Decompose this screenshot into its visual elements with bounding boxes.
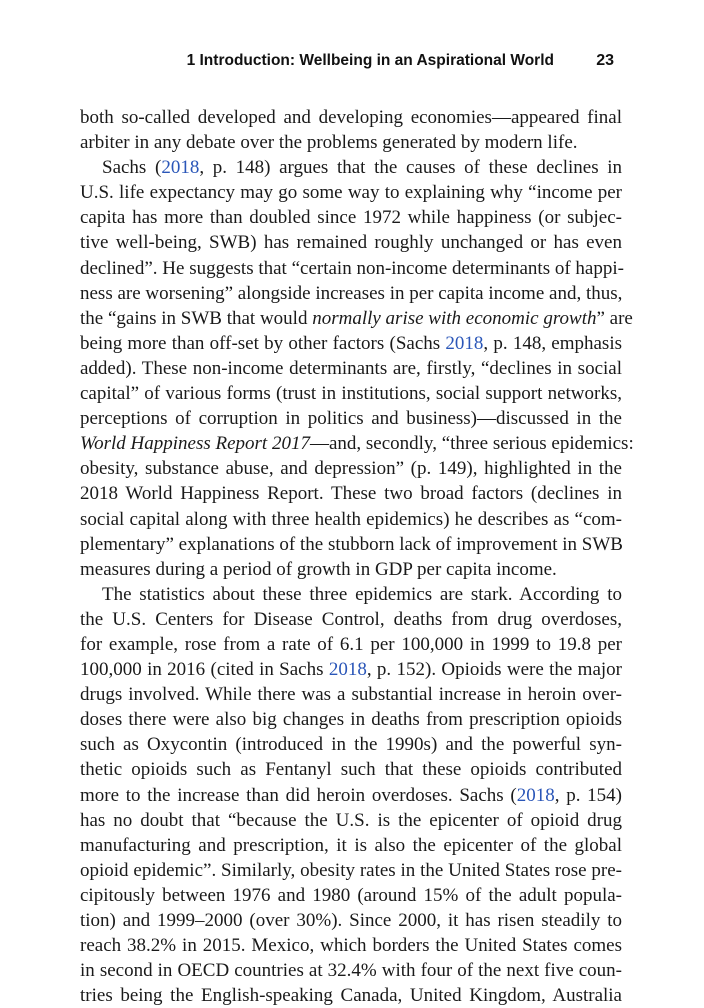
text-run: being more than off-set by other factors (Sachs — [80, 332, 446, 354]
text-run: tion) and 1999–2000 (over 30%). Since 2000, it has risen steadily to — [80, 910, 622, 931]
text-run: cipitously between 1976 and 1980 (around 15% of the adult popula- — [80, 884, 622, 906]
text-line — [80, 130, 622, 155]
text-line — [80, 983, 622, 1008]
text-run: opioid epidemic”. Similarly, obesity rates in the United States rose pre- — [80, 859, 622, 881]
text-line — [80, 808, 622, 833]
text-run: in second in OECD countries at 32.4% with four of the next five coun- — [80, 960, 622, 982]
italic-text: World Happiness Report 2017 — [80, 433, 310, 455]
text-run: manufacturing and prescription, it is also the epicenter of the global — [80, 834, 622, 856]
text-run: , p. 148) argues that the causes of these declines in — [199, 157, 623, 179]
text-line — [80, 331, 622, 356]
text-run: reach 38.2% in 2015. Mexico, which borders the United States comes — [80, 935, 622, 957]
text-line — [80, 557, 622, 582]
text-line — [80, 507, 622, 532]
text-line — [80, 481, 622, 506]
text-line — [80, 532, 622, 557]
text-run: doses there were also big changes in deaths from prescription opioids — [80, 709, 622, 731]
text-run: more to the increase than did heroin overdoses. Sachs ( — [80, 784, 517, 806]
text-line — [80, 356, 622, 381]
text-run: ” are — [596, 307, 633, 329]
text-run: has no doubt that “because the U.S. is the epicenter of opioid drug — [80, 809, 622, 831]
text-line — [80, 205, 622, 230]
text-run: , p. 152). Opioids were the major — [366, 659, 622, 681]
text-run: for example, rose from a rate of 6.1 per 100,000 in 1999 to 19.8 per — [80, 633, 622, 655]
text-run: U.S. life expectancy may go some way to explaining why “income per — [80, 182, 622, 204]
text-line — [80, 682, 622, 707]
text-run: social capital along with three health epidemics) he describes as “com- — [80, 508, 622, 530]
text-run: both so-called developed and developing economies—appeared final — [80, 107, 622, 128]
body-text — [80, 105, 634, 1008]
text-line — [80, 406, 622, 431]
text-line — [80, 632, 622, 657]
text-line — [80, 105, 622, 130]
text-line — [80, 607, 622, 632]
text-run: perceptions of corruption in politics and business)—discussed in the — [80, 408, 622, 430]
paragraph-2 — [80, 155, 634, 582]
text-run: 2018 World Happiness Report. These two broad factors (declines in — [80, 483, 622, 505]
text-line — [80, 230, 622, 255]
text-line — [80, 582, 622, 607]
text-run: ness are worsening” alongside increases in per capita income and, thus, — [80, 282, 623, 304]
citation-year-link[interactable]: 2018 — [445, 332, 484, 354]
text-run: plementary” explanations of the stubborn lack of improvement in SWB — [80, 533, 623, 555]
text-run: the “gains in SWB that would — [80, 307, 313, 329]
citation-year-link[interactable]: 2018 — [328, 659, 367, 681]
text-line — [80, 858, 622, 883]
text-run: added). These non-income determinants are, firstly, “declines in social — [80, 357, 622, 379]
text-line — [80, 155, 622, 180]
text-run: capital” of various forms (trust in institutions, social support networks, — [80, 383, 622, 405]
text-line — [80, 306, 633, 331]
text-run: —and, secondly, “three serious epidemics: — [309, 433, 634, 455]
text-run: measures during a period of growth in GDP per capita income. — [80, 558, 557, 580]
text-line — [80, 908, 622, 933]
paragraph-3 — [80, 582, 622, 1008]
text-line — [80, 381, 622, 406]
text-run: declined”. He suggests that “certain non-income determinants of happi- — [80, 257, 624, 279]
text-run: drugs involved. While there was a substantial increase in heroin over- — [80, 684, 622, 706]
text-run: Sachs ( — [102, 157, 162, 179]
text-run: the U.S. Centers for Disease Control, deaths from drug overdoses, — [80, 608, 622, 630]
text-line — [80, 732, 622, 757]
text-run: arbiter in any debate over the problems generated by modern life. — [80, 132, 578, 154]
italic-text: normally arise with economic growth — [312, 307, 597, 329]
text-line — [80, 431, 634, 456]
text-run: 100,000 in 2016 (cited in Sachs — [80, 659, 329, 681]
text-line — [80, 883, 622, 908]
text-run: thetic opioids such as Fentanyl such that these opioids contributed — [80, 759, 622, 781]
text-run: tries being the English-speaking Canada, United Kingdom, Australia — [80, 985, 622, 1007]
text-line — [80, 180, 622, 205]
text-line — [80, 833, 622, 858]
citation-year-link[interactable]: 2018 — [516, 784, 555, 806]
text-run: tive well-being, SWB) has remained roughly unchanged or has even — [80, 232, 622, 254]
text-line — [80, 757, 622, 782]
text-run: , p. 154) — [554, 784, 622, 806]
text-line — [80, 281, 622, 306]
text-line — [80, 707, 622, 732]
text-run: , p. 148, emphasis — [483, 332, 623, 354]
paragraph-1 — [80, 105, 622, 155]
text-line — [80, 958, 622, 983]
text-line — [80, 256, 622, 281]
text-line — [80, 933, 622, 958]
text-run: obesity, substance abuse, and depression” (p. 149), highlighted in the — [80, 458, 622, 480]
chapter-title: 1 Introduction: Wellbeing in an Aspirational World — [186, 52, 554, 69]
text-line — [80, 657, 622, 682]
text-line — [80, 783, 622, 808]
page-number: 23 — [596, 52, 614, 69]
text-line — [80, 456, 622, 481]
text-run: such as Oxycontin (introduced in the 1990s) and the powerful syn- — [80, 734, 622, 756]
citation-year-link[interactable]: 2018 — [161, 157, 200, 179]
text-run: capita has more than doubled since 1972 while happiness (or subjec- — [80, 207, 622, 229]
text-run: The statistics about these three epidemics are stark. According to — [102, 583, 622, 605]
